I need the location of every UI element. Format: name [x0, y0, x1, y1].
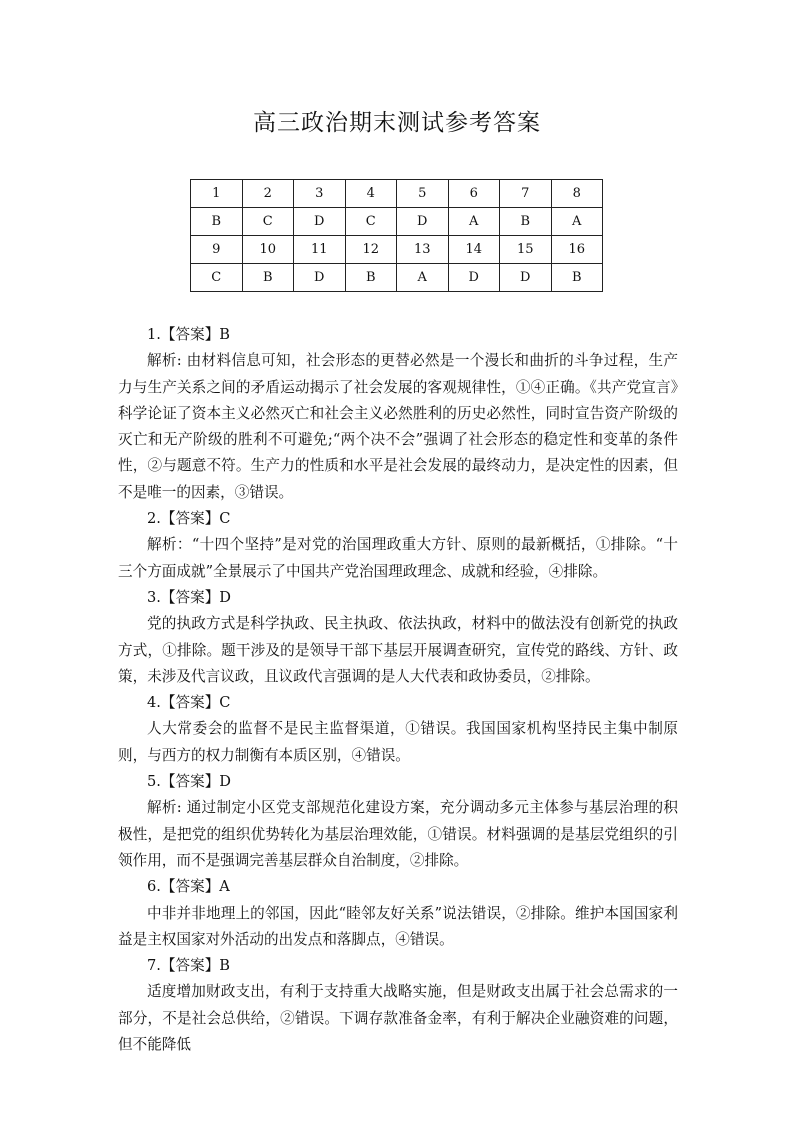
table-cell: B — [242, 264, 294, 292]
answer-explanation: 适度增加财政支出，有利于支持重大战略实施，但是财政支出属于社会总需求的一部分，不是社会总供给，②错误。下调存款准备金率，有利于解决企业融资难的问题，但不能降低 — [118, 983, 678, 1054]
table-cell: B — [191, 208, 243, 236]
table-cell: 12 — [345, 236, 397, 264]
answer-table — [190, 179, 603, 292]
table-cell: B — [345, 264, 397, 292]
answer-explanation: 解析: 通过制定小区党支部规范化建设方案，充分调动多元主体参与基层治理的积极性，是把党的组织优势转化为基层治理效能，①错误。材料强调的是基层党组织的引领作用，而不是强调完善基层群众自治制度，②排除。 — [118, 799, 678, 869]
answer-explanations — [118, 322, 678, 1058]
answer-explanation: 解析: 由材料信息可知，社会形态的更替必然是一个漫长和曲折的斗争过程，生产力与生产关系之间的矛盾运动揭示了社会发展的客观规律性，①④正确。《共产党宣言》科学论证了资本主义必然灭亡和社会主义必然胜利的历史必然性，同时宣告资产阶级的灭亡和无产阶级的胜利不可避免;“两个决不会”强调了社会形态的稳定性和变革的条件性，②与题意不符。生产力的性质和水平是社会发展的最终动力，是决定性的因素，但不是唯一的因素，③错误。 — [118, 352, 678, 501]
answer-explanation: 解析：“十四个坚持”是对党的治国理政重大方针、原则的最新概括，①排除。“十三个方面成就”全景展示了中国共产党治国理政理念、成就和经验，④排除。 — [118, 536, 678, 580]
answer-explanation: 人大常委会的监督不是民主监督渠道，①错误。我国国家机构坚持民主集中制原则，与西方的权力制衡有本质区别，④错误。 — [118, 720, 678, 764]
table-cell: 7 — [500, 180, 552, 208]
table-cell: C — [191, 264, 243, 292]
table-cell: 2 — [242, 180, 294, 208]
table-cell: 3 — [294, 180, 346, 208]
table-cell: 11 — [294, 236, 346, 264]
table-cell: 6 — [448, 180, 500, 208]
table-cell: A — [448, 208, 500, 236]
table-cell: D — [500, 264, 552, 292]
table-cell: D — [397, 208, 449, 236]
table-cell: 5 — [397, 180, 449, 208]
table-cell: 1 — [191, 180, 243, 208]
table-row — [191, 208, 603, 236]
table-cell: D — [294, 264, 346, 292]
table-cell: B — [500, 208, 552, 236]
table-cell: 9 — [191, 236, 243, 264]
table-cell: D — [448, 264, 500, 292]
table-cell: B — [551, 264, 603, 292]
table-cell: 16 — [551, 236, 603, 264]
table-cell: 14 — [448, 236, 500, 264]
answer-heading: 3.【答案】D — [147, 588, 231, 606]
table-row — [191, 264, 603, 292]
table-cell: A — [397, 264, 449, 292]
table-cell: C — [242, 208, 294, 236]
table-cell: 13 — [397, 236, 449, 264]
page-title: 高三政治期末测试参考答案 — [253, 110, 541, 136]
table-cell: 15 — [500, 236, 552, 264]
table-cell: A — [551, 208, 603, 236]
table-row — [191, 236, 603, 264]
answer-heading: 6.【答案】A — [147, 878, 230, 896]
table-cell: 8 — [551, 180, 603, 208]
table-cell: D — [294, 208, 346, 236]
table-cell: 10 — [242, 236, 294, 264]
answer-heading: 1.【答案】B — [147, 326, 231, 343]
table-row — [191, 180, 603, 208]
answer-heading: 7.【答案】B — [147, 957, 231, 975]
answer-heading: 2.【答案】C — [147, 510, 231, 528]
answer-explanation: 党的执政方式是科学执政、民主执政、依法执政，材料中的做法没有创新党的执政方式，①排除。题干涉及的是领导干部下基层开展调查研究，宣传党的路线、方针、政策，未涉及代言议政，且议政代言强调的是人大代表和政协委员，②排除。 — [118, 615, 678, 685]
table-cell: C — [345, 208, 397, 236]
answer-explanation: 中非并非地理上的邻国，因此“睦邻友好关系”说法错误，②排除。维护本国国家利益是主权国家对外活动的出发点和落脚点，④错误。 — [118, 904, 678, 948]
answer-heading: 5.【答案】D — [147, 773, 231, 791]
answer-heading: 4.【答案】C — [147, 694, 231, 712]
table-cell: 4 — [345, 180, 397, 208]
